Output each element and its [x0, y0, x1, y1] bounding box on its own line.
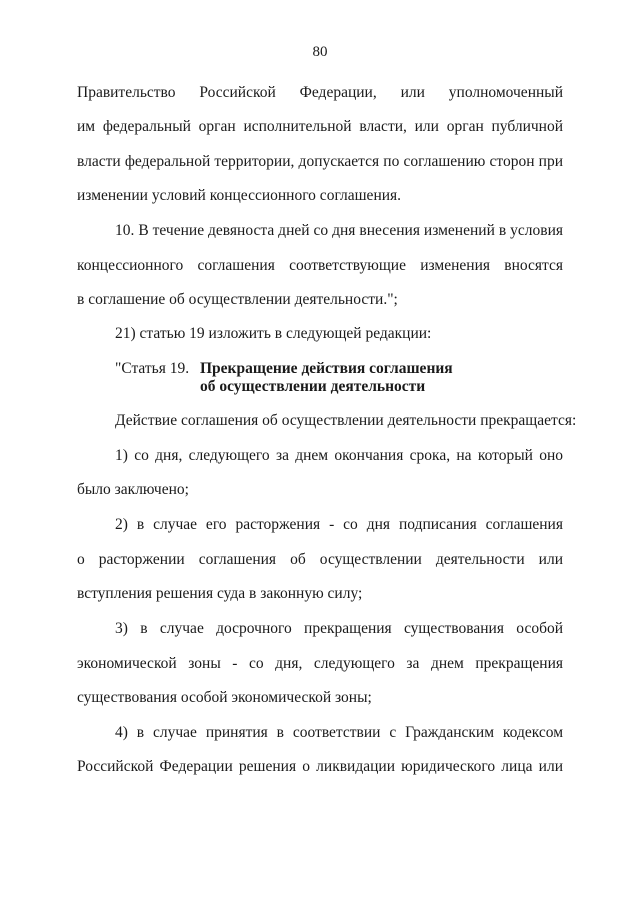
text-line: Правительство Российской Федерации, или уполномоченный: [77, 84, 563, 101]
text-line: вступления решения суда в законную силу;: [77, 585, 363, 602]
text-line: 3) в случае досрочного прекращения существования особой: [115, 620, 563, 637]
article-label: "Статья 19.: [115, 360, 190, 377]
text-line: Действие соглашения об осуществлении деятельности прекращается:: [115, 412, 577, 429]
text-line: 2) в случае его расторжения - со дня подписания соглашения: [115, 516, 563, 533]
text-line: в соглашение об осуществлении деятельности.";: [77, 291, 398, 308]
text-line: о расторжении соглашения об осуществлении деятельности или: [77, 551, 563, 568]
text-line: 4) в случае принятия в соответствии с Гражданским кодексом: [115, 724, 563, 741]
text-line: 21) статью 19 изложить в следующей редакции:: [115, 325, 432, 342]
text-line: существования особой экономической зоны;: [77, 689, 372, 706]
text-line: 1) со дня, следующего за днем окончания срока, на который оно: [115, 447, 563, 464]
text-line: было заключено;: [77, 481, 189, 498]
article-title-line: Прекращение действия соглашения: [200, 360, 453, 377]
text-line: 10. В течение девяноста дней со дня внесения изменений в условия: [115, 222, 563, 239]
text-line: власти федеральной территории, допускается по соглашению сторон при: [77, 153, 563, 170]
text-line: изменении условий концессионного соглашения.: [77, 187, 402, 204]
text-line: концессионного соглашения соответствующие изменения вносятся: [77, 257, 563, 274]
text-line: Российской Федерации решения о ликвидации юридического лица или: [77, 758, 563, 775]
article-title-line: об осуществлении деятельности: [200, 378, 426, 395]
text-line: экономической зоны - со дня, следующего за днем прекращения: [77, 655, 563, 672]
page-number: 80: [312, 44, 328, 60]
text-line: им федеральный орган исполнительной власти, или орган публичной: [77, 118, 563, 135]
